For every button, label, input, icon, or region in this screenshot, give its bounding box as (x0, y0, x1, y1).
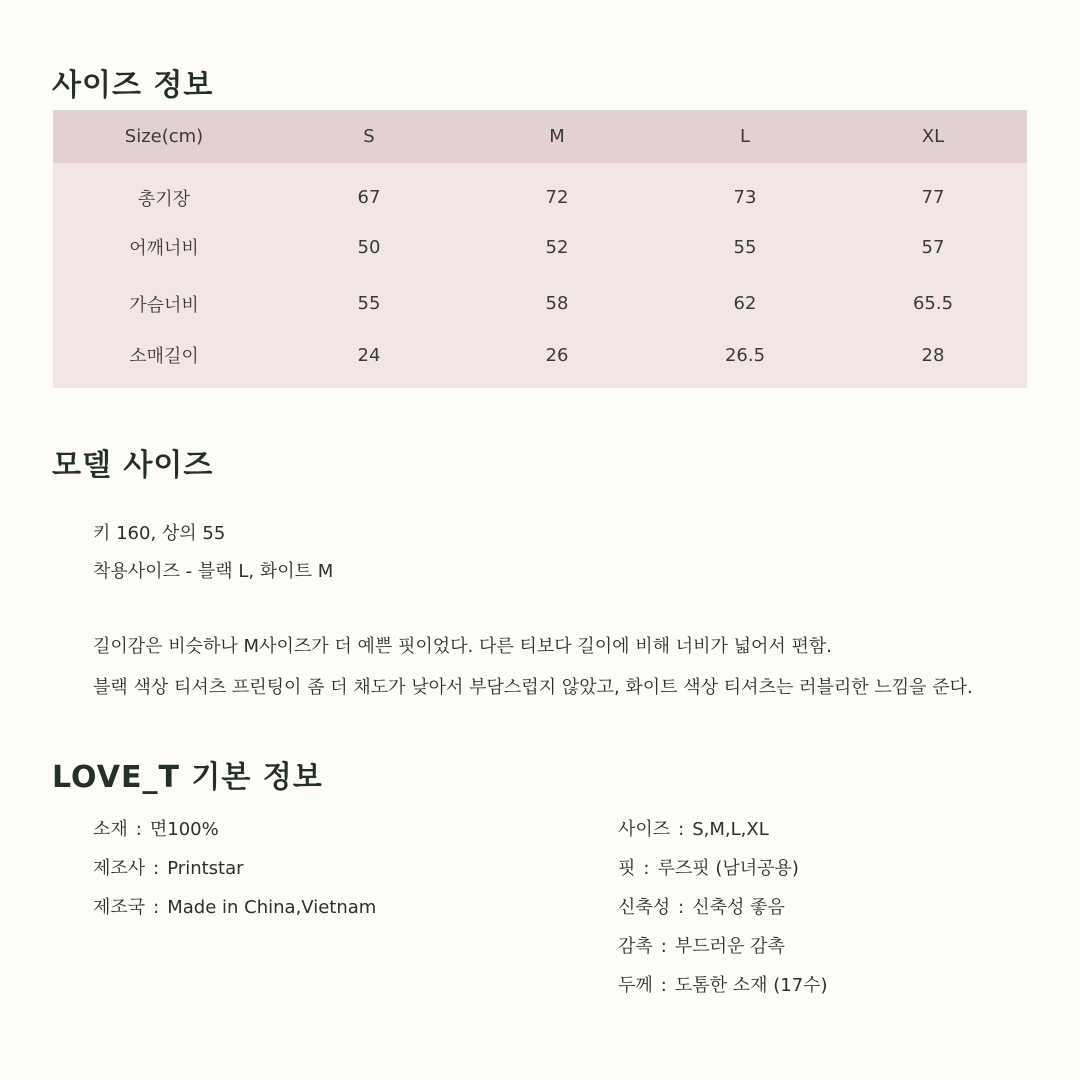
basic-info-right-list (618, 815, 828, 1010)
info-separator: : (660, 936, 667, 957)
row-label: 총기장 (137, 188, 191, 210)
cell-value: 67 (357, 187, 381, 209)
cell-value: 72 (545, 187, 569, 209)
info-separator: : (643, 858, 650, 879)
size-table-header-row (53, 110, 1027, 163)
list-item (618, 932, 828, 971)
info-key: 두께 (618, 975, 653, 996)
size-header-s: S (363, 126, 375, 147)
cell-value: 50 (357, 236, 381, 258)
table-row (53, 332, 1027, 388)
size-table (53, 110, 1027, 388)
cell-value: 55 (733, 236, 757, 258)
cell-value: 73 (733, 187, 757, 209)
model-wearing-size: 착용사이즈 - 블랙 L, 화이트 M (93, 561, 334, 582)
list-item (618, 971, 828, 1010)
table-row (53, 276, 1027, 332)
fit-review-line-1: 길이감은 비슷하나 M사이즈가 더 예쁜 핏이었다. 다른 티보다 길이에 비해 너비가 넓어서 편함. (93, 636, 832, 657)
cell-value: 65.5 (912, 293, 954, 315)
basic-info-title: LOVE_T 기본 정보 (52, 760, 323, 795)
cell-value: 26 (545, 344, 569, 366)
info-separator: : (660, 975, 667, 996)
cell-value: 55 (357, 293, 381, 315)
cell-value: 62 (733, 293, 757, 315)
info-separator: : (678, 897, 685, 918)
info-value: Printstar (167, 858, 244, 879)
info-value: 부드러운 감촉 (674, 936, 785, 957)
size-header-label: Size(cm) (124, 126, 204, 147)
table-row (53, 163, 1027, 219)
info-separator: : (678, 819, 685, 840)
row-label: 소매길이 (129, 346, 199, 368)
list-item (93, 893, 376, 932)
info-value: S,M,L,XL (692, 819, 769, 840)
size-header-l: L (739, 126, 751, 147)
list-item (618, 893, 828, 932)
info-key: 핏 (618, 858, 636, 879)
info-value: 도톰한 소재 (17수) (674, 975, 828, 996)
info-key: 신축성 (618, 897, 671, 918)
info-key: 감촉 (618, 936, 653, 957)
table-row (53, 219, 1027, 275)
info-value: 신축성 좋음 (692, 897, 785, 918)
model-size-title: 모델 사이즈 (52, 448, 214, 483)
info-key: 소재 (93, 819, 128, 840)
cell-value: 58 (545, 293, 569, 315)
info-key: 사이즈 (618, 819, 671, 840)
basic-info-left-list (93, 815, 376, 932)
cell-value: 26.5 (724, 344, 766, 366)
cell-value: 24 (357, 344, 381, 366)
list-item (93, 854, 376, 893)
info-separator: : (153, 897, 160, 918)
info-value: 면100% (149, 819, 219, 840)
cell-value: 28 (921, 344, 945, 366)
list-item (93, 815, 376, 854)
info-key: 제조사 (93, 858, 146, 879)
info-separator: : (153, 858, 160, 879)
info-key: 제조국 (93, 897, 146, 918)
row-label: 어깨너비 (129, 238, 199, 260)
fit-review-line-2: 블랙 색상 티셔츠 프린팅이 좀 더 채도가 낮아서 부담스럽지 않았고, 화이트 색상 티셔츠는 러블리한 느낌을 준다. (93, 677, 973, 698)
list-item (618, 815, 828, 854)
size-header-m: M (549, 126, 565, 147)
model-measurements: 키 160, 상의 55 (93, 523, 226, 544)
info-value: 루즈핏 (남녀공용) (657, 858, 799, 879)
info-separator: : (135, 819, 142, 840)
cell-value: 77 (921, 187, 945, 209)
size-info-title: 사이즈 정보 (52, 68, 214, 103)
cell-value: 57 (921, 236, 945, 258)
cell-value: 52 (545, 236, 569, 258)
info-value: Made in China,Vietnam (167, 897, 377, 918)
list-item (618, 854, 828, 893)
size-header-xl: XL (921, 126, 945, 147)
row-label: 가슴너비 (129, 294, 199, 316)
